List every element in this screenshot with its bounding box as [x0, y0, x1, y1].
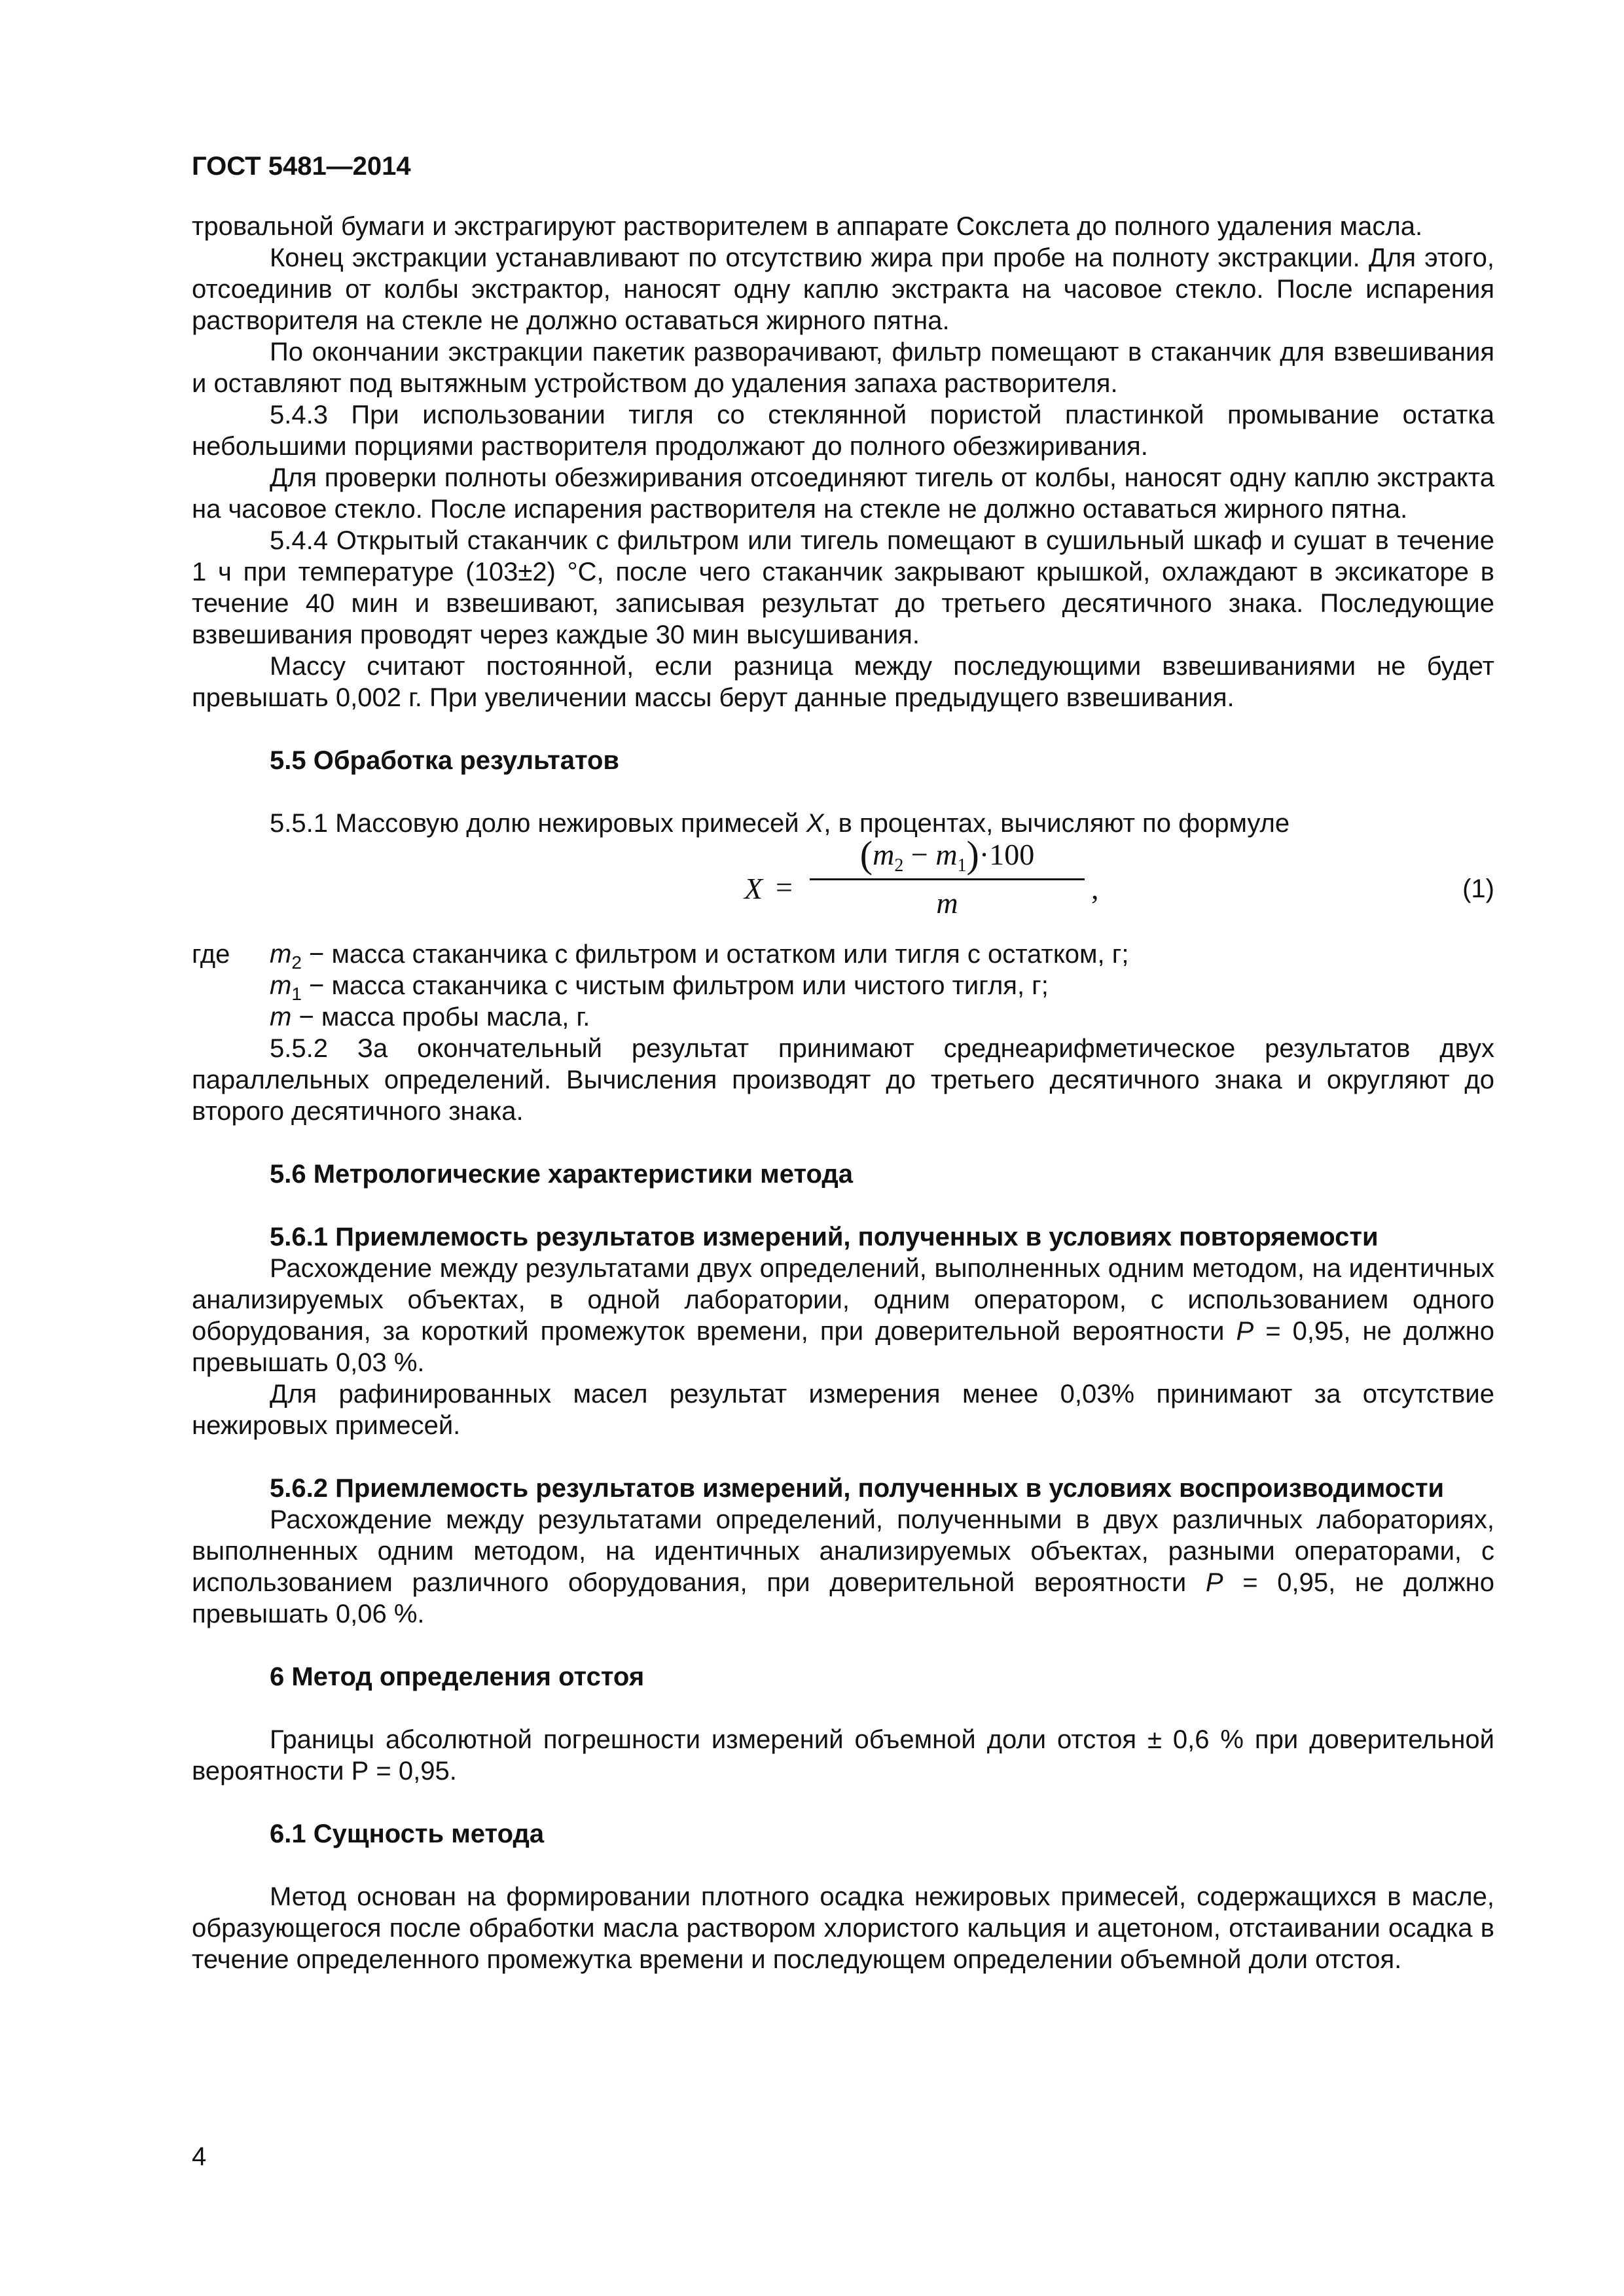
paragraph-5-6-1: Расхождение между результатами двух определений, выполненных одним методом, на идентичных анализируемых объектах, в одной лаборатории, одним оператором, с использованием одного оборудования, за короткий промежуток времени, при доверительной вероятности Р = 0,95, не должно превышать 0,03 %. [192, 1254, 1494, 1377]
where-label: где [192, 940, 230, 969]
paragraph: тровальной бумаги и экстрагируют растворителем в аппарате Сокслета до полного удаления масла. [192, 212, 1423, 241]
paragraph: Конец экстракции устанавливают по отсутствию жира при пробе на полноту экстракции. Для этого, отсоединив от колбы экстрактор, наносят одну каплю экстракта на часовое стекло. После испарения растворителя на стекле не должно оставаться жирного пятна. [192, 243, 1494, 335]
variable-x: X [806, 809, 824, 838]
intro-text: 5.5.1 Массовую долю нежировых примесей [270, 809, 806, 838]
paragraph-5-6-2: Расхождение между результатами определений, полученными в двух различных лабораториях, выполненных одним методом, на идентичных анализируемых объектах, разными операторами, с использованием различного оборудования, при доверительной вероятности Р = 0,95, не должно превышать 0,06 %. [192, 1505, 1494, 1628]
page-number: 4 [192, 2142, 207, 2171]
formula-block [192, 833, 1494, 939]
section-heading-6-1: 6.1 Сущность метода [270, 1820, 545, 1848]
formula-equals: = [776, 870, 793, 904]
definition-m: m − масса пробы масла, г. [270, 1003, 590, 1031]
formula-lhs: X [744, 872, 763, 905]
fraction-bar [810, 878, 1085, 880]
formula-1 [744, 833, 1137, 939]
subsection-heading-5-6-2: 5.6.2 Приемлемость результатов измерений, полученных в условиях воспроизводимости [270, 1474, 1445, 1503]
paragraph-6-1: Метод основан на формировании плотного осадка нежировых примесей, содержащихся в масле, образующегося после обработки масла раствором хлористого кальция и ацетоном, отстаивании осадка в течение определенного промежутка времени и последующем определении объемной доли отстоя. [192, 1882, 1494, 1974]
subsection-heading-5-6-1: 5.6.1 Приемлемость результатов измерений, полученных в условиях повторяемости [270, 1223, 1379, 1251]
paragraph: Для проверки полноты обезжиривания отсоединяют тигель от колбы, наносят одну каплю экстракта на часовое стекло. После испарения растворителя на стекле не должно оставаться жирного пятна. [192, 463, 1494, 524]
paragraph-5-4-4: 5.4.4 Открытый стаканчик с фильтром или тигель помещают в сушильный шкаф и сушат в течение 1 ч при температуре (103±2) °С, после чего стаканчик закрывают крышкой, охлаждают в эксикаторе в течение 40 мин и взвешивают, записывая результат до третьего десятичного знака. Последующие взвешивания проводят через каждые 30 мин высушивания. [192, 526, 1494, 649]
formula-denominator: m [936, 886, 958, 920]
intro-text: , в процентах, вычисляют по формуле [823, 809, 1290, 838]
document-header: ГОСТ 5481—2014 [192, 152, 411, 181]
paragraph-5-5-1 [192, 808, 1494, 839]
paragraph: Массу считают постоянной, если разница между последующими взвешиваниями не будет превышать 0,002 г. При увеличении массы берут данные предыдущего взвешивания. [192, 652, 1494, 712]
document-body [192, 211, 1494, 1975]
definition-m1: $m_1$ − масса стаканчика с чистым фильтром или чистого тигля, г; [270, 971, 1049, 1004]
section-heading-5-5: 5.5 Обработка результатов [270, 746, 620, 775]
where-block [192, 939, 1494, 1033]
paragraph-5-4-3: 5.4.3 При использовании тигля со стеклянной пористой пластинкой промывание остатка небольшими порциями растворителя продолжают до полного обезжиривания. [192, 401, 1494, 461]
formula-numerator: $(m_2 - m_1)\cdot 100$ [859, 833, 1035, 876]
section-heading-6: 6 Метод определения отстоя [270, 1662, 645, 1691]
equation-number: (1) [1462, 874, 1494, 903]
paragraph: По окончании экстракции пакетик разворачивают, фильтр помещают в стаканчик для взвешивания и оставляют под вытяжным устройством до удаления запаха растворителя. [192, 338, 1494, 398]
paragraph: Границы абсолютной погрешности измерений объемной доли отстоя ± 0,6 % при доверительной вероятности Р = 0,95. [192, 1725, 1494, 1785]
section-heading-5-6: 5.6 Метрологические характеристики метода [270, 1160, 854, 1189]
definition-m2: $m_2$ − масса стаканчика с фильтром и остатком или тигля с остатком, г; [270, 940, 1129, 973]
paragraph-5-5-2: 5.5.2 За окончательный результат принимают среднеарифметическое результатов двух параллельных определений. Вычисления производят до третьего десятичного знака и округляют до второго десятичного знака. [192, 1034, 1494, 1126]
paragraph: Для рафинированных масел результат измерения менее 0,03% принимают за отсутствие нежировых примесей. [192, 1380, 1494, 1440]
formula-comma: , [1091, 872, 1099, 905]
